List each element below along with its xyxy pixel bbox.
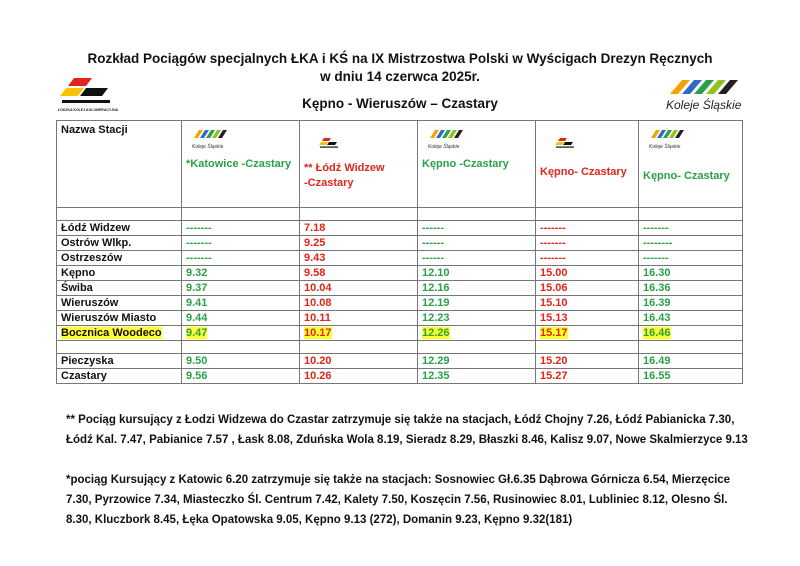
koleje-slaskie-small-logo (649, 129, 691, 150)
station-cell (57, 266, 182, 281)
departure-time-cell (182, 266, 300, 281)
departure-time-cell (182, 311, 300, 326)
departure-time: 16.49 (643, 355, 671, 367)
lka-small-logo (554, 137, 576, 151)
departure-time-cell (182, 326, 300, 341)
column-label-3: Kępno -Czastary (422, 158, 509, 170)
departure-time-cell (639, 326, 743, 341)
koleje-slaskie-small-logo-text: Koleje Śląskie (649, 144, 681, 150)
departure-time-cell (300, 266, 418, 281)
station-cell (57, 311, 182, 326)
departure-time-cell (639, 369, 743, 384)
column-header-1 (182, 121, 300, 208)
station-name: Wieruszów Miasto (61, 312, 157, 324)
station-name: Wieruszów (61, 297, 119, 309)
departure-time-cell (300, 221, 418, 236)
timetable-header-row (57, 121, 743, 208)
koleje-slaskie-stripes-icon (649, 129, 691, 139)
spacer-cell (639, 341, 743, 354)
departure-time: ------- (643, 222, 669, 234)
koleje-slaskie-logo (646, 76, 746, 116)
column-header-5 (639, 121, 743, 208)
departure-time-cell (536, 369, 639, 384)
departure-time: -------- (643, 237, 673, 249)
koleje-slaskie-small-logo (192, 129, 234, 150)
spacer-cell (182, 208, 300, 221)
departure-time: 10.04 (304, 282, 332, 294)
station-name: Łódź Widzew (61, 222, 130, 234)
lka-small-logo (318, 137, 340, 151)
departure-time-cell (300, 311, 418, 326)
koleje-slaskie-logo-text: Koleje Śląskie (666, 98, 742, 112)
departure-time: 10.17 (304, 327, 332, 339)
spacer-cell (57, 208, 182, 221)
column-header-2 (300, 121, 418, 208)
departure-time-cell (639, 221, 743, 236)
departure-time-cell (418, 296, 536, 311)
koleje-slaskie-stripes-icon (192, 129, 234, 139)
departure-time: ------- (540, 222, 566, 234)
spacer-cell (536, 341, 639, 354)
departure-time-cell (418, 281, 536, 296)
lka-logo-mark-icon (318, 137, 340, 149)
station-cell (57, 251, 182, 266)
note-katowice-train: *pociąg Kursujący z Katowic 6.20 zatrzymuje się także na stacjach: Sosnowiec Gł.6.35 Dąbrowa Górnicza 6.54, Mierzęcice 7.30, Pyrzowice 7.34, Miasteczko Śl. Centrum 7.42, Kalety 7.50, Koszęcin 7.56, Rusinowiec 8.01, Lubliniec 8.12, Olesno Śl. 8.30, Kluczbork 8.45, Łęka Opatowska 9.05, Kępno 9.13 (272), Domanin 9.23, Kępno 9.32(181) (66, 474, 731, 526)
departure-time: 15.13 (540, 312, 568, 324)
departure-time-cell (418, 221, 536, 236)
table-row (57, 281, 743, 296)
spacer-cell (418, 341, 536, 354)
departure-time: ------- (643, 252, 669, 264)
koleje-slaskie-small-logo-text: Koleje Śląskie (428, 144, 460, 150)
departure-time: 10.20 (304, 355, 332, 367)
departure-time-cell (536, 251, 639, 266)
koleje-slaskie-small-logo-text: Koleje Śląskie (192, 144, 224, 150)
departure-time: 15.10 (540, 297, 568, 309)
departure-time-cell (300, 236, 418, 251)
departure-time: 12.16 (422, 282, 450, 294)
column-label-4: Kępno- Czastary (540, 166, 627, 178)
spacer-cell (57, 341, 182, 354)
station-cell (57, 354, 182, 369)
departure-time: 12.10 (422, 267, 450, 279)
departure-time-cell (418, 369, 536, 384)
departure-time-cell (639, 266, 743, 281)
departure-time: ------ (422, 237, 444, 249)
departure-time-cell (182, 354, 300, 369)
departure-time: 7.18 (304, 222, 326, 234)
column-header-4 (536, 121, 639, 208)
departure-time-cell (182, 251, 300, 266)
station-cell (57, 326, 182, 341)
station-cell (57, 281, 182, 296)
table-row (57, 369, 743, 384)
departure-time: 9.37 (186, 282, 208, 294)
station-header-label: Nazwa Stacji (61, 124, 128, 136)
departure-time-cell (182, 296, 300, 311)
spacer-cell (182, 341, 300, 354)
station-name: Bocznica Woodeco (61, 327, 162, 339)
departure-time: 15.00 (540, 267, 568, 279)
departure-time-cell (536, 281, 639, 296)
departure-time: 10.08 (304, 297, 332, 309)
table-row (57, 311, 743, 326)
departure-time-cell (536, 354, 639, 369)
spacer-cell (418, 208, 536, 221)
spacer-cell (300, 341, 418, 354)
departure-time: 10.26 (304, 370, 332, 382)
station-header-cell (57, 121, 182, 208)
departure-time-cell (639, 296, 743, 311)
station-name: Ostrzeszów (61, 252, 123, 264)
departure-time: 16.46 (643, 327, 671, 339)
departure-time: 9.50 (186, 355, 208, 367)
departure-time: ------ (422, 252, 444, 264)
column-label-1: *Katowice -Czastary (186, 158, 292, 170)
departure-time-cell (639, 311, 743, 326)
koleje-slaskie-stripes-icon (646, 76, 746, 98)
departure-time: 9.41 (186, 297, 208, 309)
departure-time: 9.43 (304, 252, 326, 264)
departure-time: 9.25 (304, 237, 326, 249)
column-label-2-line1: ** Łódź Widzew (304, 162, 385, 174)
departure-time: ------- (540, 237, 566, 249)
departure-time: 12.29 (422, 355, 450, 367)
departure-time: ------- (186, 222, 212, 234)
departure-time: 12.19 (422, 297, 450, 309)
station-name: Kępno (61, 267, 96, 279)
departure-time-cell (536, 311, 639, 326)
departure-time: 16.36 (643, 282, 671, 294)
route-title: Kępno - Wieruszów – Czastary (302, 96, 498, 111)
departure-time: 9.58 (304, 267, 326, 279)
departure-time-cell (418, 266, 536, 281)
table-row (57, 236, 743, 251)
departure-time: ------- (186, 237, 212, 249)
departure-time-cell (418, 311, 536, 326)
document-title-line2: w dniu 14 czerwca 2025r. (320, 69, 480, 84)
koleje-slaskie-stripes-icon (428, 129, 470, 139)
departure-time-cell (182, 221, 300, 236)
timetable-spacer-row (57, 208, 743, 221)
departure-time-cell (300, 281, 418, 296)
departure-time: 16.30 (643, 267, 671, 279)
departure-time: 12.26 (422, 327, 450, 339)
departure-time-cell (300, 326, 418, 341)
departure-time-cell (639, 236, 743, 251)
departure-time: 15.27 (540, 370, 568, 382)
departure-time-cell (536, 221, 639, 236)
lka-logo (58, 74, 119, 116)
departure-time-cell (300, 354, 418, 369)
departure-time-cell (639, 281, 743, 296)
lka-logo-caption: ŁÓDZKA KOLEJ AGLOMERACYJNA (58, 108, 119, 112)
departure-time-cell (639, 354, 743, 369)
station-cell (57, 296, 182, 311)
spacer-cell (300, 208, 418, 221)
departure-time-cell (418, 354, 536, 369)
departure-time: ------ (422, 222, 444, 234)
lka-logo-mark-icon (58, 74, 116, 108)
departure-time-cell (182, 281, 300, 296)
departure-time-cell (418, 251, 536, 266)
table-row (57, 251, 743, 266)
departure-time: 12.35 (422, 370, 450, 382)
spacer-cell (639, 208, 743, 221)
departure-time-cell (418, 236, 536, 251)
station-cell (57, 236, 182, 251)
spacer-cell (536, 208, 639, 221)
departure-time: 15.20 (540, 355, 568, 367)
departure-time: 16.43 (643, 312, 671, 324)
departure-time: 9.47 (186, 327, 208, 339)
station-name: Czastary (61, 370, 107, 382)
departure-time-cell (418, 326, 536, 341)
departure-time-cell (639, 251, 743, 266)
table-row (57, 221, 743, 236)
departure-time: 16.55 (643, 370, 671, 382)
departure-time-cell (536, 296, 639, 311)
departure-time-cell (536, 236, 639, 251)
lka-logo-mark-icon (554, 137, 576, 149)
column-header-3 (418, 121, 536, 208)
timetable (56, 120, 743, 384)
departure-time: 15.06 (540, 282, 568, 294)
departure-time-cell (300, 251, 418, 266)
departure-time-cell (300, 296, 418, 311)
departure-time: 9.44 (186, 312, 208, 324)
departure-time: 16.39 (643, 297, 671, 309)
column-label-5: Kępno- Czastary (643, 170, 730, 182)
table-row (57, 354, 743, 369)
departure-time: 10.11 (304, 312, 331, 324)
table-row (57, 326, 743, 341)
koleje-slaskie-small-logo (428, 129, 470, 150)
departure-time-cell (536, 266, 639, 281)
table-row (57, 296, 743, 311)
station-cell (57, 369, 182, 384)
note-lodz-train: ** Pociąg kursujący z Łodzi Widzewa do Czastar zatrzymuje się także na stacjach, Łódź Chojny 7.26, Łódź Pabianicka 7.30, Łódź Kal. 7.47, Pabianice 7.57 , Łask 8.08, Zduńska Wola 8.19, Sieradz 8.29, Błaszki 8.46, Kalisz 9.07, Nowe Skalmierzyce 9.13 (66, 414, 748, 446)
station-name: Ostrów Wlkp. (61, 237, 132, 249)
departure-time: 15.17 (540, 327, 568, 339)
document-title-line1: Rozkład Pociągów specjalnych ŁKA i KŚ na IX Mistrzostwa Polski w Wyścigach Drezyn Ręcznych (87, 51, 713, 66)
station-cell (57, 221, 182, 236)
departure-time: 9.56 (186, 370, 208, 382)
departure-time-cell (182, 236, 300, 251)
station-name: Pieczyska (61, 355, 114, 367)
timetable-spacer-row (57, 341, 743, 354)
departure-time-cell (182, 369, 300, 384)
station-name: Świba (61, 282, 93, 294)
table-row (57, 266, 743, 281)
departure-time: ------- (540, 252, 566, 264)
column-label-2-line2: -Czastary (304, 177, 354, 189)
departure-time: ------- (186, 252, 212, 264)
departure-time-cell (536, 326, 639, 341)
departure-time: 12.23 (422, 312, 450, 324)
departure-time: 9.32 (186, 267, 208, 279)
departure-time-cell (300, 369, 418, 384)
